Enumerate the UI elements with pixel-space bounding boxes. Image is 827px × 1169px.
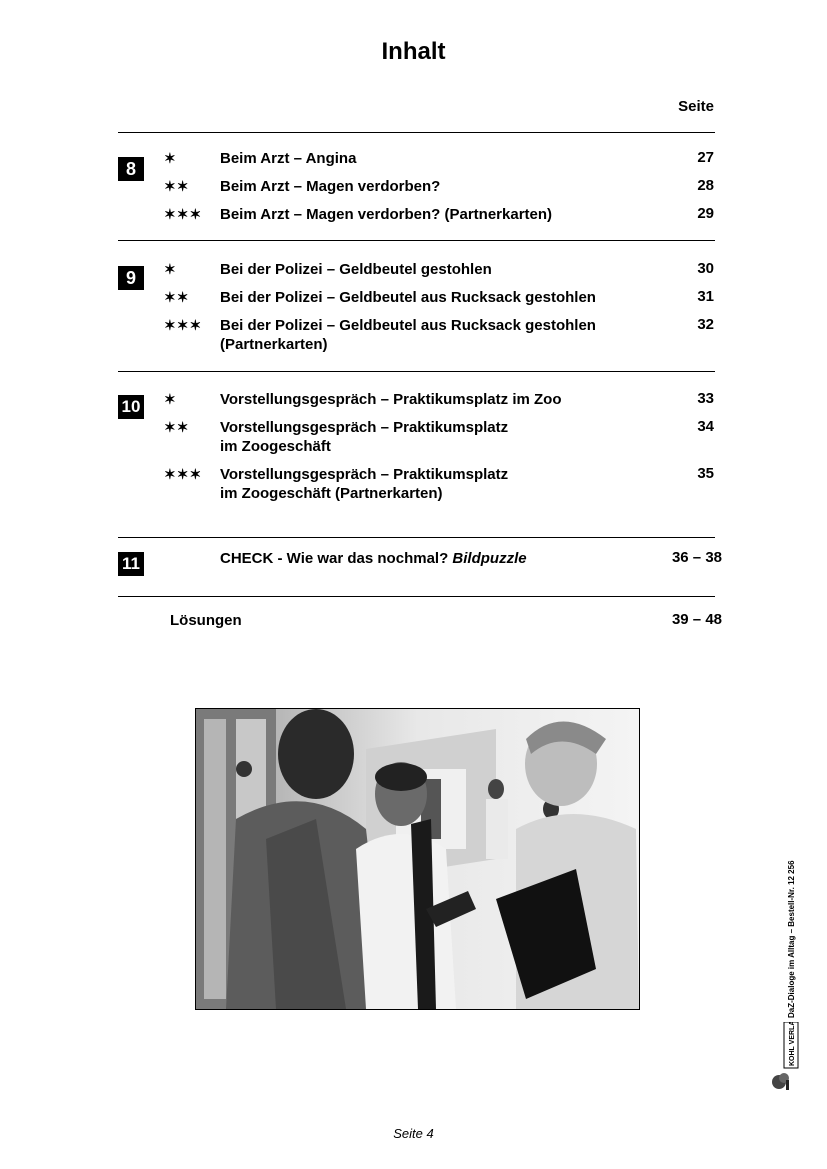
page-number: 36 – 38 — [671, 549, 722, 566]
page-number: 35 — [697, 465, 714, 482]
page-number: 34 — [697, 418, 714, 435]
section-number-badge: 11 — [118, 552, 144, 576]
difficulty-stars: ✶✶✶ — [164, 317, 203, 333]
page-footer: Seite 4 — [393, 1126, 434, 1141]
toc-entry[interactable]: Vorstellungsgespräch – Praktikumsplatz im Zoo — [220, 391, 562, 408]
toc-entry-solutions[interactable]: Lösungen — [170, 612, 242, 629]
section-number-badge: 9 — [118, 266, 144, 290]
page-number: 31 — [697, 288, 714, 305]
section-number-badge: 8 — [118, 157, 144, 181]
toc-entry-line: Vorstellungsgespräch – Praktikumsplatz — [220, 419, 509, 436]
toc-entry-line: Vorstellungsgespräch – Praktikumsplatz — [220, 466, 509, 483]
difficulty-stars: ✶✶ — [164, 289, 190, 305]
toc-entry[interactable]: Beim Arzt – Magen verdorben? (Partnerkarten) — [220, 206, 553, 223]
toc-entry-text: CHECK - Wie war das nochmal? — [220, 550, 449, 567]
difficulty-stars: ✶ — [164, 261, 177, 277]
toc-entry[interactable] — [220, 465, 640, 503]
page-number: 30 — [697, 260, 714, 277]
toc-entry-line: im Zoogeschäft (Partnerkarten) — [220, 485, 443, 502]
page-title: Inhalt — [381, 38, 446, 65]
side-order-info: DaZ-Dialoge im Alltag – Bestell-Nr. 12 256 — [787, 860, 796, 1018]
toc-entry[interactable]: Bei der Polizei – Geldbeutel gestohlen — [220, 261, 492, 278]
toc-entry[interactable] — [220, 418, 640, 456]
page-number: 27 — [697, 149, 714, 166]
toc-entry[interactable] — [220, 316, 640, 354]
page-number: 39 – 48 — [671, 611, 722, 628]
divider — [118, 240, 715, 241]
divider — [118, 537, 715, 538]
section-number-badge: 10 — [118, 395, 144, 419]
page-number: 28 — [697, 177, 714, 194]
difficulty-stars: ✶✶ — [164, 419, 190, 435]
divider — [118, 596, 715, 597]
page-number: 29 — [697, 205, 714, 222]
difficulty-stars: ✶✶✶ — [164, 206, 203, 222]
toc-entry-italic: Bildpuzzle — [452, 550, 527, 567]
divider — [118, 132, 715, 133]
toc-entry-line: Bei der Polizei – Geldbeutel aus Rucksack gestohlen — [220, 317, 596, 334]
toc-entry-line: (Partnerkarten) — [220, 336, 328, 353]
difficulty-stars: ✶ — [164, 150, 177, 166]
difficulty-stars: ✶ — [164, 391, 177, 407]
difficulty-stars: ✶✶ — [164, 178, 190, 194]
difficulty-stars: ✶✶✶ — [164, 466, 203, 482]
toc-entry[interactable]: Bei der Polizei – Geldbeutel aus Rucksack gestohlen — [220, 289, 596, 306]
toc-entry[interactable] — [220, 549, 660, 568]
divider — [118, 371, 715, 372]
svg-text:KOHL VERLAG: KOHL VERLAG — [789, 1022, 796, 1066]
toc-entry[interactable]: Beim Arzt – Angina — [220, 150, 357, 167]
publisher-logo — [770, 1022, 802, 1092]
page-column-header: Seite — [678, 98, 714, 115]
page-number: 32 — [697, 316, 714, 333]
page-number: 33 — [697, 390, 714, 407]
students-photo — [195, 708, 640, 1010]
toc-entry[interactable]: Beim Arzt – Magen verdorben? — [220, 178, 441, 195]
toc-entry-line: im Zoogeschäft — [220, 438, 331, 455]
